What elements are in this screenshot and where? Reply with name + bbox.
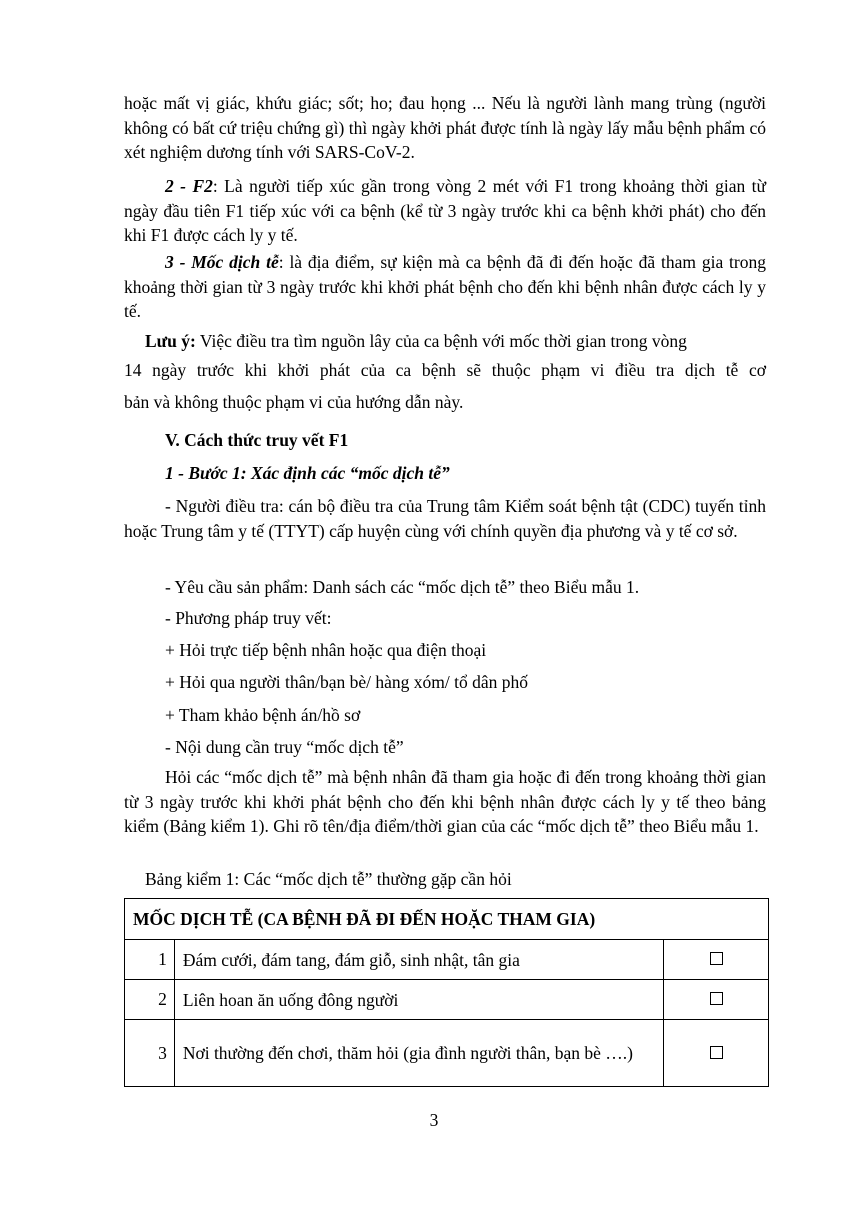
term-f2: 2 - F2 xyxy=(165,176,213,196)
method-item: + Hỏi qua người thân/bạn bè/ hàng xóm/ tổ dân phố xyxy=(165,672,528,692)
checklist-table xyxy=(124,898,769,1087)
page-number: 3 xyxy=(429,1110,439,1130)
table-row xyxy=(125,940,769,980)
row-text: Nơi thường đến chơi, thăm hỏi (gia đình người thân, bạn bè ….) xyxy=(174,1020,664,1087)
note-label: Lưu ý: xyxy=(145,331,196,351)
definition-moc-dich-te: : là địa điểm, sự kiện mà ca bệnh đã đi đến hoặc đã tham gia trong khoảng thời gian từ 3 ngày trước khi khởi phát bệnh cho đến khi bệnh nhân được cách ly y tế. xyxy=(124,252,766,321)
term-moc-dich-te: 3 - Mốc dịch tễ xyxy=(165,252,279,272)
paragraph-moc-dich-te xyxy=(124,250,766,324)
definition-f2: : Là người tiếp xúc gần trong vòng 2 mét với F1 trong khoảng thời gian từ ngày đầu tiên F1 tiếp xúc với ca bệnh (kể từ 3 ngày trước khi ca bệnh khởi phát) cho đến khi F1 được cách ly y tế. xyxy=(124,176,766,245)
checklist-header-row xyxy=(125,899,769,940)
row-text: Đám cưới, đám tang, đám giỗ, sinh nhật, tân gia xyxy=(174,940,664,980)
checkbox-cell[interactable] xyxy=(664,1020,769,1087)
table-row xyxy=(125,980,769,1020)
paragraph-ask: Hỏi các “mốc dịch tễ” mà bệnh nhân đã tham gia hoặc đi đến trong khoảng thời gian từ 3 ngày trước khi khởi phát bệnh cho đến khi bệnh nhân được cách ly y tế theo bảng kiểm (Bảng kiểm 1). Ghi rõ tên/địa điểm/thời gian của các “mốc dịch tễ” theo Biểu mẫu 1. xyxy=(124,767,766,836)
checklist-caption: Bảng kiểm 1: Các “mốc dịch tễ” thường gặp cần hỏi xyxy=(145,869,512,889)
paragraph-f2 xyxy=(124,174,766,248)
requirement-line: - Yêu cầu sản phẩm: Danh sách các “mốc dịch tễ” theo Biểu mẫu 1. xyxy=(165,577,640,597)
checkbox-icon[interactable] xyxy=(710,1046,723,1059)
row-number: 3 xyxy=(125,1020,175,1087)
table-row xyxy=(125,1020,769,1087)
content-line: - Nội dung cần truy “mốc dịch tễ” xyxy=(165,737,404,757)
checkbox-icon[interactable] xyxy=(710,952,723,965)
note-line-3: bản và không thuộc phạm vi của hướng dẫn này. xyxy=(124,392,464,412)
note-line-1: Lưu ý: Việc điều tra tìm nguồn lây của ca bệnh với mốc thời gian trong vòng xyxy=(145,331,687,351)
paragraph-onset: hoặc mất vị giác, khứu giác; sốt; ho; đau họng ... Nếu là người lành mang trùng (người không có bất cứ triệu chứng gì) thì ngày khởi phát được tính là ngày lấy mẫu bệnh phẩm có xét nghiệm dương tính với SARS-CoV-2. xyxy=(124,93,766,162)
row-number: 1 xyxy=(125,940,175,980)
method-item: + Hỏi trực tiếp bệnh nhân hoặc qua điện thoại xyxy=(165,640,487,660)
checkbox-cell[interactable] xyxy=(664,980,769,1020)
method-item: + Tham khảo bệnh án/hồ sơ xyxy=(165,705,361,725)
row-number: 2 xyxy=(125,980,175,1020)
section-title: V. Cách thức truy vết F1 xyxy=(165,430,349,450)
step1-title: 1 - Bước 1: Xác định các “mốc dịch tễ” xyxy=(165,463,450,483)
paragraph-investigator: - Người điều tra: cán bộ điều tra của Trung tâm Kiểm soát bệnh tật (CDC) tuyến tỉnh hoặc Trung tâm y tế (TTYT) cấp huyện cùng với chính quyền địa phương và y tế cơ sở. xyxy=(124,496,766,541)
note-line-2: 14 ngày trước khi khởi phát của ca bệnh sẽ thuộc phạm vi điều tra dịch tễ cơ xyxy=(124,360,766,380)
checklist-header: MỐC DỊCH TỄ (CA BỆNH ĐÃ ĐI ĐẾN HOẶC THAM GIA) xyxy=(125,899,769,940)
row-text: Liên hoan ăn uống đông người xyxy=(174,980,664,1020)
checkbox-cell[interactable] xyxy=(664,940,769,980)
method-line: - Phương pháp truy vết: xyxy=(165,608,332,628)
checkbox-icon[interactable] xyxy=(710,992,723,1005)
